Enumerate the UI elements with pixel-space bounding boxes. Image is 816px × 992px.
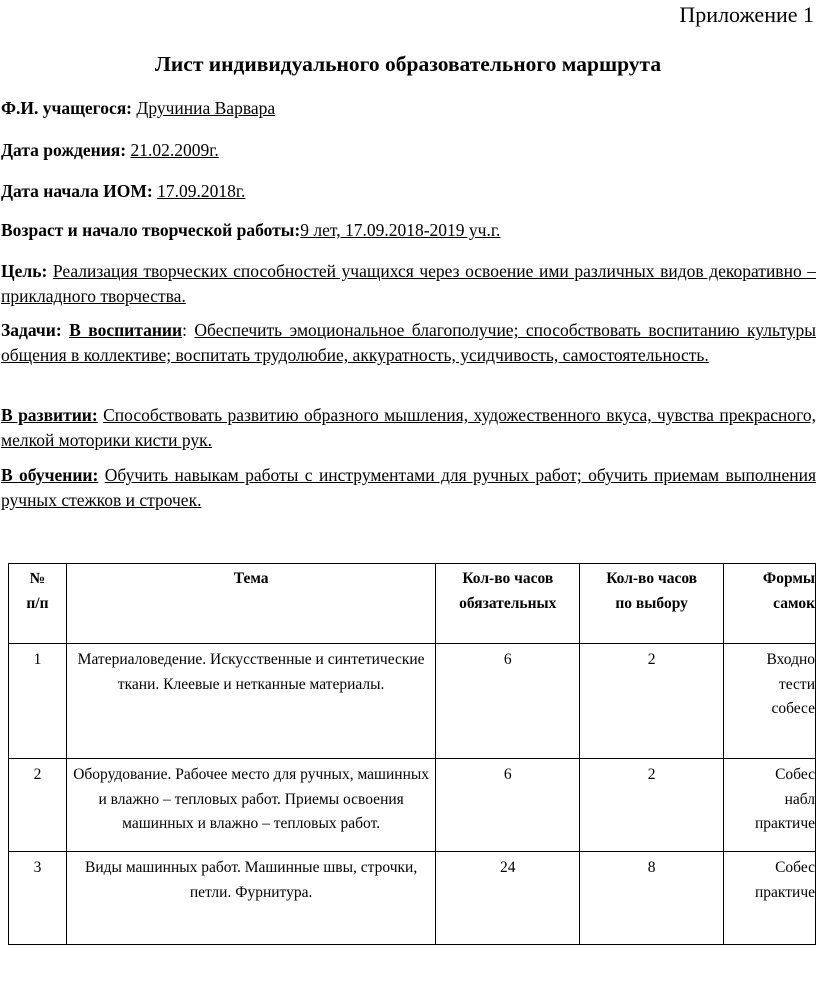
header-number-line2: п/п [26,594,49,612]
upbringing-label: В воспитании [69,320,183,340]
goal-label: Цель: [1,261,48,281]
learning-paragraph [1,463,816,513]
row-topic: Материаловедение. Искусственные и синтетические ткани. Клеевые и нетканные материалы. [66,644,435,759]
table-header-row [9,564,816,644]
row-number: 1 [9,644,67,759]
document-title: Лист индивидуального образовательного маршрута [154,52,662,76]
row-required-hours: 6 [436,759,580,852]
start-date-line [1,181,245,202]
development-text: Способствовать развитию образного мышления, художественного вкуса, чувства прекрасного, мелкой моторики кисти рук. [1,405,816,450]
start-date-label: Дата начала ИОМ: [1,181,153,201]
header-forms-line2: самок [773,594,815,612]
development-label: В развитии: [1,405,98,425]
row-topic: Оборудование. Рабочее место для ручных, машинных и влажно – тепловых работ. Приемы освоения машинных и влажно – тепловых работ. [66,759,435,852]
development-paragraph [1,403,816,453]
birth-date-value: 21.02.2009г. [130,140,219,160]
row-forms [724,852,816,945]
row-number: 2 [9,759,67,852]
row-forms-line: Собес [775,766,815,783]
age-label: Возраст и начало творческой работы: [1,220,301,240]
row-forms-line: Входно [766,651,815,668]
table-row [9,644,816,759]
row-forms-line: практиче [755,883,815,901]
row-forms-line: тести [779,675,815,693]
learning-text: Обучить навыкам работы с инструментами для ручных работ; обучить приемам выполнения ручных стежков и строчек. [1,465,816,510]
row-required-hours: 24 [436,852,580,945]
goal-paragraph [1,259,816,309]
header-optional-line1: Кол-во часов [606,570,698,587]
row-forms-line: собесе [771,700,815,717]
age-line [1,220,500,241]
row-forms [724,644,816,759]
row-number: 3 [9,852,67,945]
birth-date-line [1,140,219,161]
row-forms-line: набл [784,790,815,808]
row-optional-hours: 2 [580,759,724,852]
row-optional-hours: 8 [580,852,724,945]
upbringing-text: Обеспечить эмоциональное благополучие; способствовать воспитанию культуры общения в коллективе; воспитать трудолюбие, аккуратность, усидчивость, самостоятельность. [1,320,816,365]
learning-label: В обучении: [1,465,99,485]
table-row [9,852,816,945]
student-name-line [1,98,275,119]
header-forms-line1: Формы [762,570,815,587]
student-name-value: Дручиниа Варвара [136,98,276,118]
start-date-value: 17.09.2018г. [157,181,246,201]
header-number [9,564,67,644]
header-number-line1: № [29,570,46,587]
goal-text: Реализация творческих способностей учащихся через освоение ими различных видов декоративно – прикладного творчества. [1,261,816,306]
tasks-label: Задачи: [1,320,62,340]
row-required-hours: 6 [436,644,580,759]
header-required-hours [436,564,580,644]
student-name-label: Ф.И. учащегося: [1,98,133,118]
header-optional-line2: по выбору [615,594,688,612]
row-optional-hours: 2 [580,644,724,759]
row-topic: Виды машинных работ. Машинные швы, строчки, петли. Фурнитура. [66,852,435,945]
route-table [8,563,816,945]
row-forms [724,759,816,852]
table-row [9,759,816,852]
header-required-line2: обязательных [459,594,557,612]
header-optional-hours [580,564,724,644]
header-required-line1: Кол-во часов [462,570,554,587]
age-value: 9 лет, 17.09.2018-2019 уч.г. [300,220,501,240]
appendix-label: Приложение 1 [679,2,814,27]
row-forms-line: практиче [755,815,815,832]
row-forms-line: Собес [775,859,815,876]
birth-date-label: Дата рождения: [1,140,127,160]
header-forms [724,564,816,644]
header-topic: Тема [66,564,435,644]
upbringing-paragraph: Задачи: В воспитании: Обеспечить эмоциональное благополучие; способствовать воспитанию культуры общения в коллективе; воспитать трудолюбие, аккуратность, усидчивость, самостоятельность. [1,320,816,365]
